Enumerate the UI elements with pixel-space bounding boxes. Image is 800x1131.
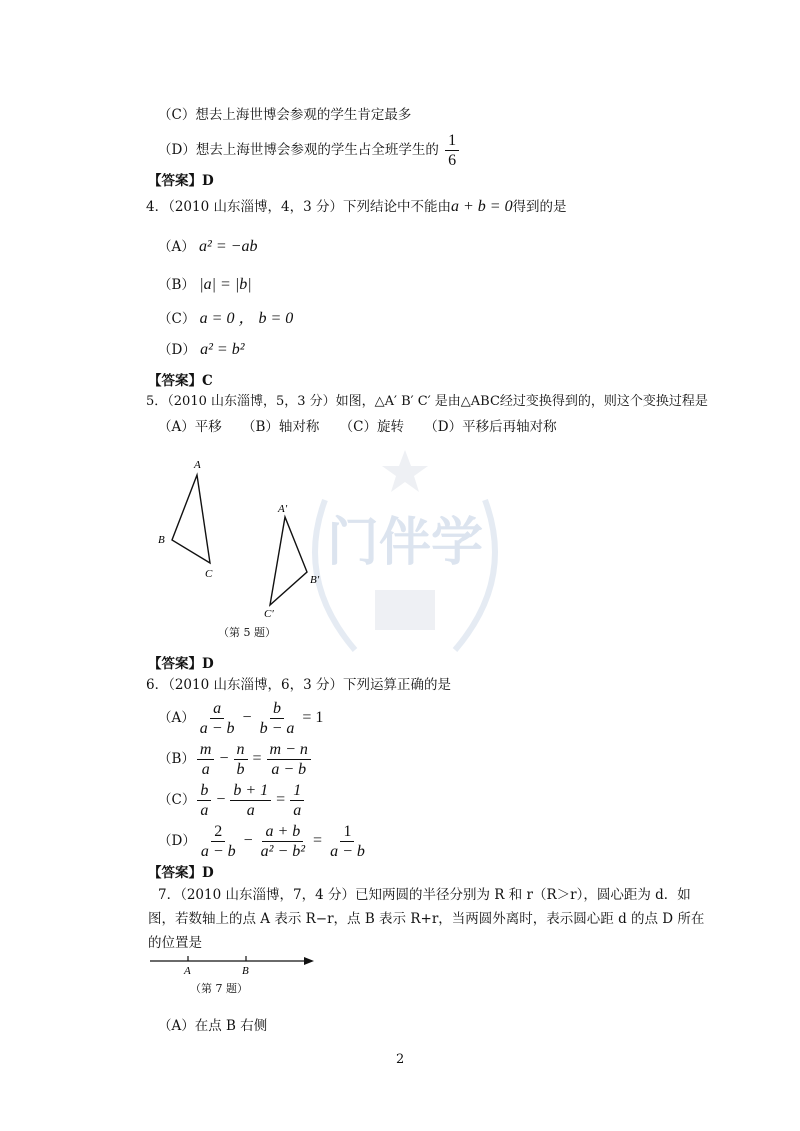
triangle-abc bbox=[172, 475, 210, 563]
label-c: C bbox=[205, 568, 213, 580]
option-label: （C） bbox=[158, 792, 196, 808]
q3-option-d-fraction bbox=[445, 132, 459, 169]
option-math: a² = −ab bbox=[199, 238, 258, 255]
q5-answer: 【答案】D bbox=[148, 656, 214, 672]
option-label: （D） bbox=[158, 833, 196, 849]
fraction-numerator: 1 bbox=[290, 782, 304, 801]
fraction-denominator: a bbox=[246, 801, 255, 819]
option-label: （D） bbox=[158, 342, 196, 358]
q4-option-c bbox=[158, 310, 293, 328]
q7-line-2: 图，若数轴上的点 A 表示 R−r，点 B 表示 R+r，当两圆外离时，表示圆心距 d 的点 D 所在 bbox=[148, 911, 705, 927]
option-label: （A） bbox=[158, 239, 195, 255]
option-math: a² = b² bbox=[200, 341, 245, 358]
fraction bbox=[257, 700, 298, 737]
fraction-denominator: a − b bbox=[330, 842, 365, 860]
option-label: （A） bbox=[158, 710, 195, 726]
q3-option-d-text: （D）想去上海世博会参观的学生占全班学生的 bbox=[158, 142, 439, 158]
q7-option-a: （A）在点 B 右侧 bbox=[158, 1018, 268, 1034]
label-a-prime: A′ bbox=[278, 503, 288, 515]
option-math: |a| = |b| bbox=[199, 276, 252, 293]
minus-sign: − bbox=[242, 709, 252, 726]
fraction-numerator: b + 1 bbox=[230, 782, 271, 801]
q3-option-c: （C）想去上海世博会参观的学生肯定最多 bbox=[158, 107, 412, 123]
q6-answer: 【答案】D bbox=[148, 865, 214, 881]
q4-stem bbox=[146, 198, 567, 216]
option-label: （B） bbox=[158, 751, 195, 767]
fraction-numerator: b bbox=[270, 700, 284, 719]
q4-stem-prefix: 4．（2010 山东淄博，4，3 分）下列结论中不能由 bbox=[146, 199, 451, 215]
fraction-denominator: a − b bbox=[199, 719, 235, 737]
fraction-numerator: a + b bbox=[262, 823, 303, 842]
label-b-prime: B′ bbox=[310, 574, 320, 586]
fraction-denominator: a bbox=[201, 760, 210, 778]
fraction-denominator: a − b bbox=[200, 842, 236, 860]
q6-stem: 6．（2010 山东淄博，6，3 分）下列运算正确的是 bbox=[146, 677, 451, 693]
q6-option-a bbox=[158, 697, 326, 739]
fraction-numerator: a bbox=[210, 700, 224, 719]
option-math: a = 0 ， b = 0 bbox=[199, 310, 294, 327]
minus-sign: − bbox=[243, 832, 253, 849]
q5-stem: 5．（2010 山东淄博，5，3 分）如图，△A′ B′ C′ 是由△ABC经过变换得到的，则这个变换过程是 bbox=[146, 394, 708, 409]
option-label: （B） bbox=[158, 277, 195, 293]
fraction-denominator: a bbox=[200, 801, 209, 819]
q7-line-3: 的位置是 bbox=[148, 935, 202, 951]
fraction-denominator: a bbox=[293, 801, 302, 819]
q7-number-line bbox=[146, 950, 326, 980]
fraction bbox=[198, 823, 239, 860]
option-label: （C） bbox=[158, 311, 196, 327]
fraction-denominator: b bbox=[236, 760, 245, 778]
page-number: 2 bbox=[396, 1052, 405, 1067]
fraction-numerator: b bbox=[197, 782, 211, 801]
label-b: B bbox=[158, 534, 165, 546]
fraction-numerator: 1 bbox=[445, 132, 459, 151]
q6-option-c bbox=[158, 779, 306, 821]
q4-answer: 【答案】C bbox=[148, 373, 213, 389]
watermark-text: 门伴学 bbox=[326, 513, 484, 573]
fraction-numerator: 1 bbox=[340, 823, 354, 842]
fraction bbox=[258, 823, 308, 860]
fraction bbox=[197, 741, 215, 778]
q6-option-d bbox=[158, 820, 370, 862]
equals-sign: = bbox=[276, 791, 286, 808]
q3-option-d bbox=[158, 132, 461, 169]
fraction bbox=[230, 782, 271, 819]
fraction-numerator: 2 bbox=[211, 823, 225, 842]
fraction-numerator: m bbox=[197, 741, 215, 760]
fraction-numerator: n bbox=[234, 741, 248, 760]
q6-option-b bbox=[158, 738, 313, 780]
q5-figure bbox=[150, 455, 340, 640]
fraction-denominator: a² − b² bbox=[260, 842, 306, 860]
fraction-denominator: 6 bbox=[448, 152, 457, 169]
triangle-abc-prime bbox=[270, 517, 307, 605]
fraction bbox=[234, 741, 248, 778]
fraction bbox=[267, 741, 311, 778]
point-b-label: B bbox=[242, 965, 249, 977]
fraction-denominator: a − b bbox=[271, 760, 307, 778]
q7-caption: （第 7 题） bbox=[190, 982, 248, 995]
q4-option-b bbox=[158, 276, 252, 294]
minus-sign: − bbox=[219, 750, 229, 767]
label-c-prime: C′ bbox=[264, 608, 274, 620]
q4-option-d bbox=[158, 341, 245, 359]
q4-option-a bbox=[158, 238, 257, 256]
point-a-label: A bbox=[184, 965, 191, 977]
minus-sign: − bbox=[216, 791, 226, 808]
q3-answer: 【答案】D bbox=[148, 173, 214, 189]
fraction-numerator: m − n bbox=[267, 741, 311, 760]
equation-rhs: = 1 bbox=[302, 709, 324, 726]
q4-stem-suffix: 得到的是 bbox=[512, 199, 567, 215]
q5-caption: （第 5 题） bbox=[218, 626, 276, 639]
fraction bbox=[290, 782, 304, 819]
fraction bbox=[197, 700, 238, 737]
fraction bbox=[197, 782, 211, 819]
fraction bbox=[327, 823, 368, 860]
q5-options: （A）平移 （B）轴对称 （C）旋转 （D）平移后再轴对称 bbox=[158, 419, 557, 435]
equals-sign: = bbox=[252, 750, 262, 767]
equals-sign: = bbox=[313, 832, 323, 849]
q7-line-1: 7．（2010 山东淄博，7，4 分）已知两圆的半径分别为 R 和 r（R＞r），圆心距为 d．如 bbox=[158, 887, 691, 903]
fraction-denominator: b − a bbox=[259, 719, 295, 737]
label-a: A bbox=[194, 459, 201, 471]
q4-stem-math: a + b = 0 bbox=[450, 198, 513, 215]
